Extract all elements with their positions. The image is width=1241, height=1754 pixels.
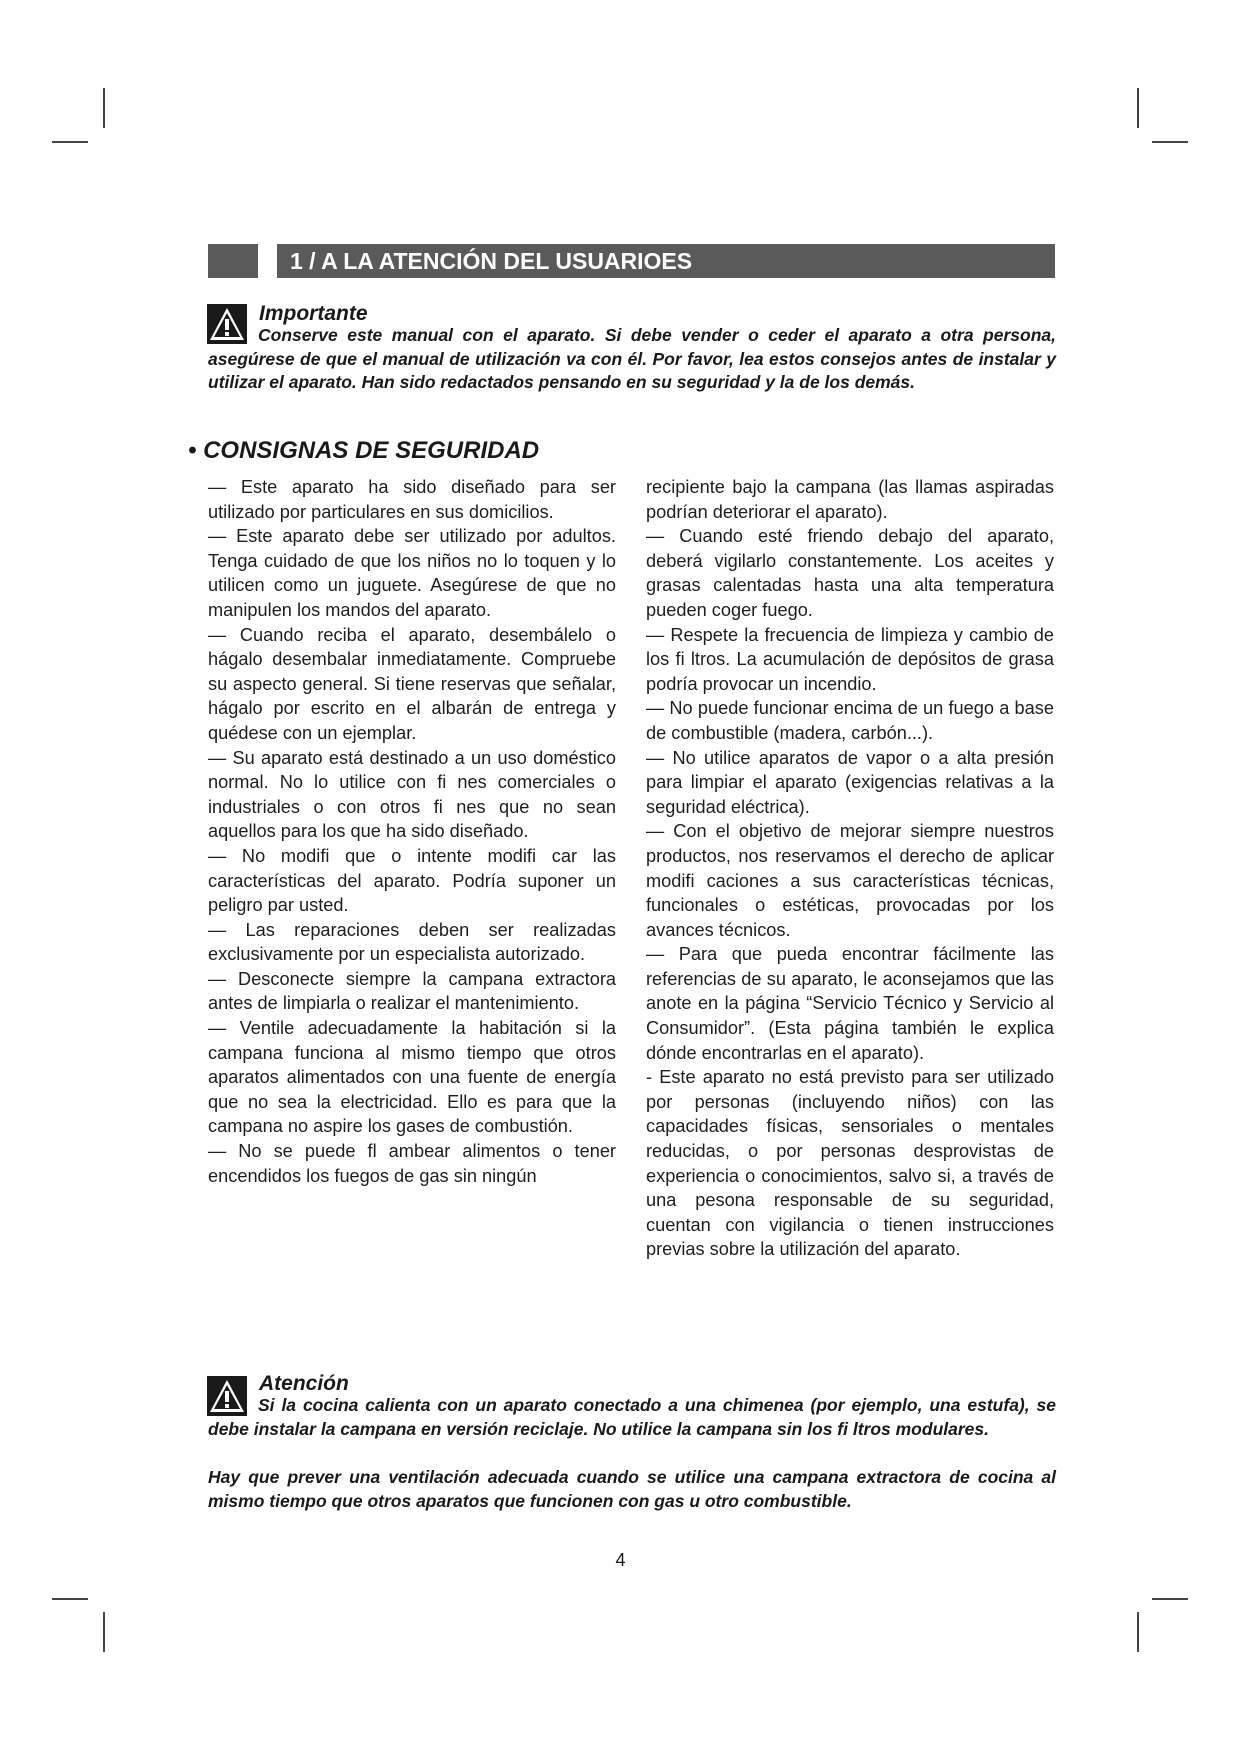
safety-paragraph: recipiente bajo la campana (las llamas aspiradas podrían deteriorar el aparato). [646,477,1054,522]
important-title: Importante [259,302,368,325]
crop-mark-bottom-left-horizontal [52,1598,88,1600]
crop-mark-bottom-left-vertical [103,1612,105,1652]
safety-paragraph: — Respete la frecuencia de limpieza y cambio de los fi ltros. La acumulación de depósitos de grasa podría provocar un incendio. [646,624,1054,694]
crop-mark-bottom-right-vertical [1137,1612,1139,1652]
crop-mark-top-left-horizontal [52,141,88,143]
safety-paragraph: — Este aparato debe ser utilizado por adultos. Tenga cuidado de que los niños no lo toquen y lo utilicen como un juguete. Asegúrese de que no manipulen los mandos del aparato. [208,526,616,620]
page-number: 4 [615,1550,626,1570]
safety-paragraph: — No utilice aparatos de vapor o a alta presión para limpiar el aparato (exigencias relativas a la seguridad eléctrica). [646,747,1054,817]
safety-paragraph: - Este aparato no está previsto para ser utilizado por personas (incluyendo niños) con las capacidades físicas, sensoriales o mentales reducidas, o por personas desprovistas de experiencia o conocimientos, salvo si, a través de una pesona responsable de su seguridad, cuentan con vigilancia o tienen instrucciones previas sobre la utilización del aparato. [646,1067,1054,1260]
crop-mark-top-right-horizontal [1152,141,1188,143]
safety-paragraph: — Este aparato ha sido diseñado para ser utilizado por particulares en sus domicilios. [208,477,616,522]
important-text: Conserve este manual con el aparato. Si debe vender o ceder el aparato a otra persona, asegúrese de que el manual de utilización va con él. Por favor, lea estos consejos antes de instalar y utilizar el aparato. Han sido redactados pensando en su seguridad y la de los demás. [208,325,1056,392]
crop-mark-top-right-vertical [1137,88,1139,128]
crop-mark-top-left-vertical [103,88,105,128]
safety-paragraph: — No se puede fl ambear alimentos o tener encendidos los fuegos de gas sin ningún [208,1141,616,1186]
safety-paragraph: — Cuando reciba el aparato, desembálelo o hágalo desembalar inmediatamente. Compruebe su aspecto general. Si tiene reservas que señalar, hágalo por escrito en el albarán de entrega y quédese con un ejemplar. [208,624,616,743]
safety-paragraph: — Las reparaciones deben ser realizadas exclusivamente por un especialista autorizado. [208,919,616,965]
safety-section-title: • CONSIGNAS DE SEGURIDAD [188,437,540,464]
safety-paragraph: — Para que pueda encontrar fácilmente las referencias de su aparato, le aconsejamos que las anote en la página “Servicio Técnico y Servicio al Consumidor”. (Esta página también le explica dónde encontrarlas en el aparato). [646,944,1054,1063]
section-header-title: 1 / A LA ATENCIÓN DEL USUARIOES [277,244,1055,278]
safety-paragraph: — Con el objetivo de mejorar siempre nuestros productos, nos reservamos el derecho de aplicar modifi caciones a sus características técnicas, funcionales o estéticas, provocadas por los avances técnicos. [646,821,1054,940]
safety-left-column [208,475,616,1188]
attention-title: Atención [259,1372,349,1395]
safety-paragraph: — Desconecte siempre la campana extractora antes de limpiarla o realizar el mantenimiento. [208,968,616,1014]
safety-paragraph: — Ventile adecuadamente la habitación si la campana funciona al mismo tiempo que otros aparatos alimentados con una fuente de energía que no sea la electricidad. Ello es para que la campana no aspire los gases de combustión. [208,1018,616,1137]
attention-text-2: Hay que prever una ventilación adecuada cuando se utilice una campana extractora de cocina al mismo tiempo que otros aparatos que funcionen con gas u otro combustible. [208,1467,1056,1511]
safety-paragraph: — No puede funcionar encima de un fuego a base de combustible (madera, carbón...). [646,698,1054,743]
header-block [208,244,258,278]
crop-mark-bottom-right-horizontal [1152,1598,1188,1600]
safety-paragraph: — Cuando esté friendo debajo del aparato, deberá vigilarlo constantemente. Los aceites y grasas calentadas hasta una alta temperatura pueden coger fuego. [646,526,1054,620]
attention-text-1: Si la cocina calienta con un aparato conectado a una chimenea (por ejemplo, una estufa), se debe instalar la campana en versión reciclaje. No utilice la campana sin los fi ltros modulares. [208,1395,1056,1439]
safety-paragraph: — Su aparato está destinado a un uso doméstico normal. No lo utilice con fi nes comerciales o industriales o con otros fi nes que no sean aquellos para los que ha sido diseñado. [208,747,616,842]
safety-paragraph: — No modifi que o intente modifi car las características del aparato. Podría suponer un peligro par usted. [208,845,616,916]
safety-right-column [646,475,1054,1262]
